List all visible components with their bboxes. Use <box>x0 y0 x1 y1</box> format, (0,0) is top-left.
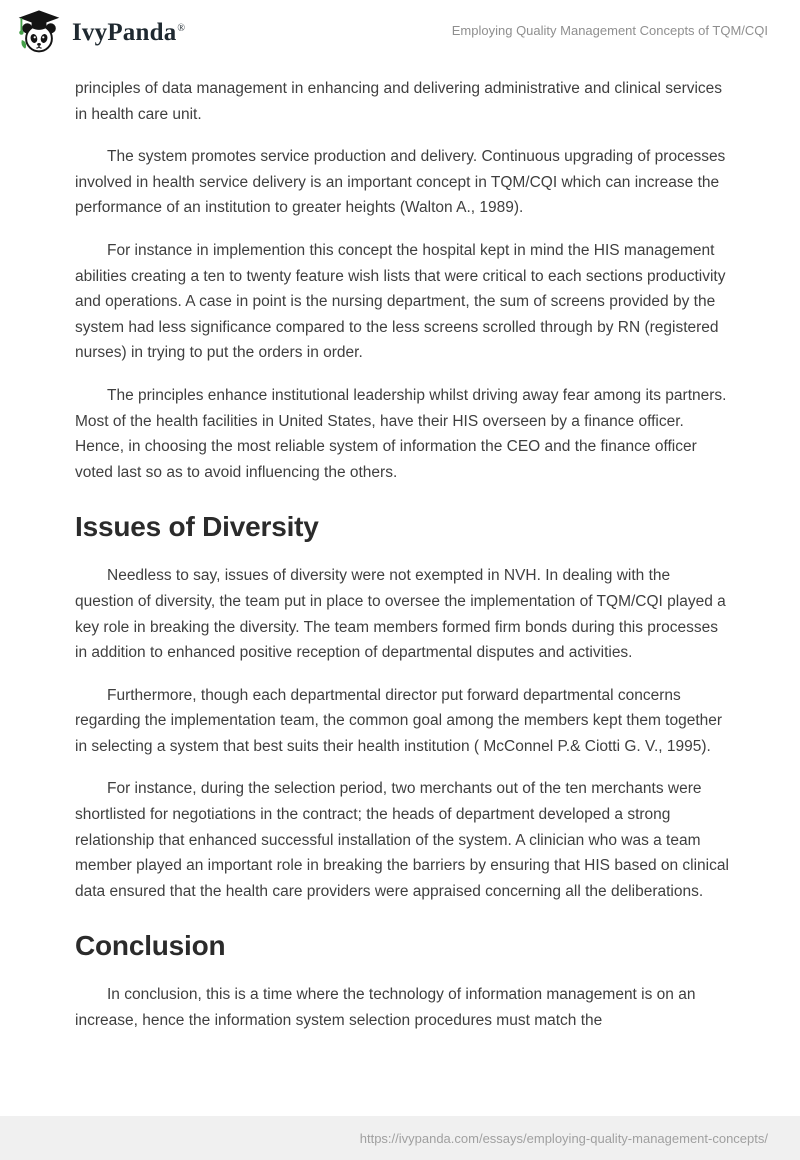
section-heading-issues-of-diversity: Issues of Diversity <box>75 511 319 543</box>
paragraph: The principles enhance institutional leadership whilst driving away fear among its partners. Most of the health facilities in United States, have their HIS overseen by a finance officer. Hence, in choosing the most reliable system of information the CEO and the finance officer voted last so as to avoid influencing the others. <box>75 386 727 481</box>
ivypanda-logo[interactable] <box>14 8 185 58</box>
page-header <box>0 0 800 66</box>
paragraph: Needless to say, issues of diversity were not exempted in NVH. In dealing with the question of diversity, the team put in place to oversee the implementation of TQM/CQI played a key role in breaking the diversity. The team members formed firm bonds during this processes in addition to enhanced positive reception of departmental disputes and activities. <box>75 567 726 662</box>
paragraph: For instance, during the selection period, two merchants out of the ten merchants were shortlisted for negotiations in the contract; the heads of department developed a strong relationship that enhanced successful installation of the system. A clinician who was a team member played an important role in breaking the barriers by ensuring that HIS based on clinical data ensured that the health care providers were appraised concerning all the deliberations. <box>75 780 729 900</box>
registered-trademark: ® <box>177 22 186 34</box>
logo-text <box>72 19 185 47</box>
logo-wordmark: IvyPanda <box>72 19 177 46</box>
paragraph: Furthermore, though each departmental director put forward departmental concerns regarding the implementation team, the common goal among the members kept them together in selecting a system that best suits their health institution ( McConnel P.& Ciotti G. V., 1995). <box>75 686 723 755</box>
document-title: Employing Quality Management Concepts of TQM/CQI <box>451 23 768 38</box>
paragraph: For instance in implemention this concept the hospital kept in mind the HIS management abilities creating a ten to twenty feature wish lists that were critical to each sections productivity and operations. A case in point is the nursing department, the sum of screens provided by the system had less significance compared to the less screens scrolled through by RN (registered nurses) in trying to put the orders in order. <box>75 241 726 362</box>
section-heading-conclusion: Conclusion <box>75 930 226 962</box>
footer-url[interactable]: https://ivypanda.com/essays/employing-quality-management-concepts/ <box>359 1130 768 1146</box>
panda-graduation-cap-icon <box>14 8 64 58</box>
paragraph: In conclusion, this is a time where the technology of information management is on an increase, hence the information system selection procedures must match the <box>75 986 696 1030</box>
page-footer <box>0 1116 800 1160</box>
paragraph: principles of data management in enhancing and delivering administrative and clinical services in health care unit. <box>75 80 723 123</box>
paragraph: The system promotes service production and delivery. Continuous upgrading of processes involved in health service delivery is an important concept in TQM/CQI which can increase the performance of an institution to greater heights (Walton A., 1989). <box>75 148 726 217</box>
essay-content <box>0 66 800 1034</box>
